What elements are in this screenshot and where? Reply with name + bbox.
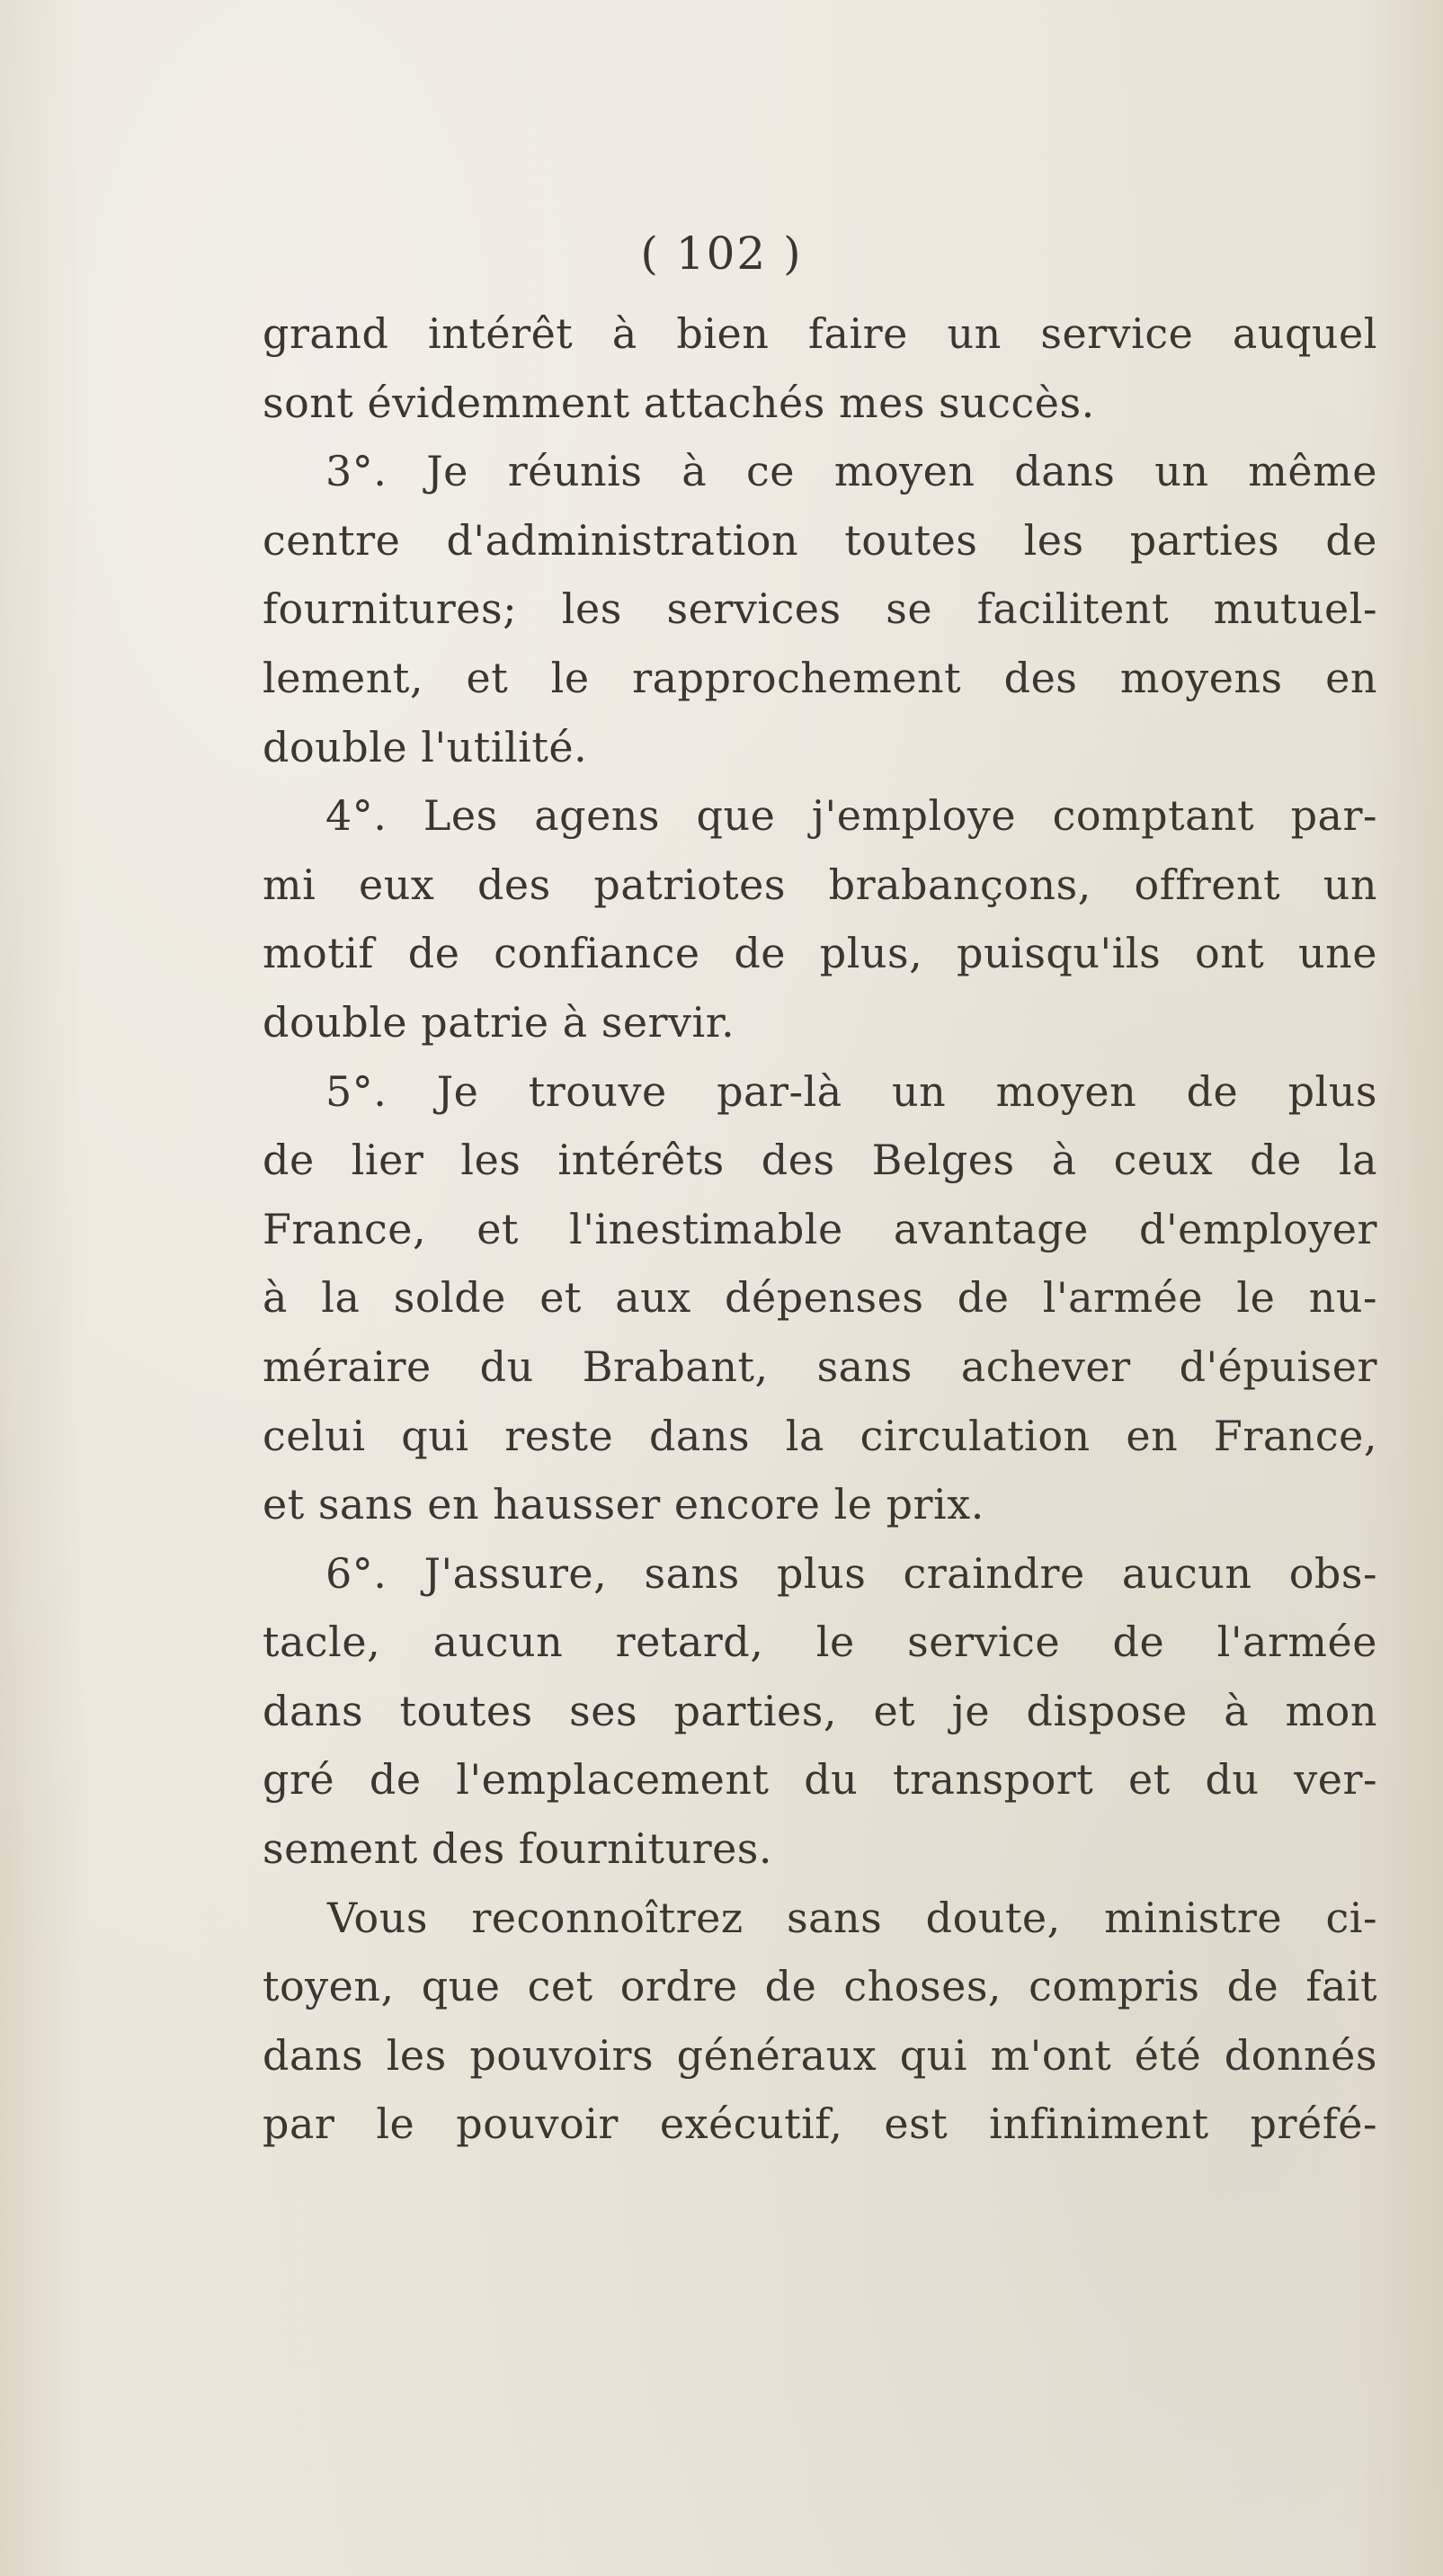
text-line: dans les pouvoirs généraux qui m'ont été donnés [263,2030,1377,2080]
text-line: tacle, aucun retard, le service de l'armée [263,1618,1377,1667]
text-line: lement, et le rapprochement des moyens en [263,653,1377,702]
text-line: centre d'administration toutes les parties de [263,515,1377,565]
text-line: fournitures; les services se facilitent mutuel- [263,584,1377,634]
text-line: sement des fournitures. [263,1824,773,1874]
text-line: mi eux des patriotes brabançons, offrent un [263,860,1377,909]
page-number-header: ( 102 ) [640,227,803,280]
text-line: dans toutes ses parties, et je dispose à mon [263,1686,1377,1735]
body-text [263,299,1377,2159]
text-line: celui qui reste dans la circulation en France, [263,1411,1377,1460]
text-line: gré de l'emplacement du transport et du ver- [263,1755,1377,1805]
text-line: double l'utilité. [263,722,588,771]
text-line: par le pouvoir exécutif, est infiniment préfé- [263,2099,1377,2149]
text-line: grand intérêt à bien faire un service auquel [263,309,1377,358]
text-line: double patrie à servir. [263,997,735,1047]
text-line: et sans en hausser encore le prix. [263,1480,984,1529]
text-line: France, et l'inestimable avantage d'employer [263,1204,1377,1253]
text-line: Vous reconnoîtrez sans doute, ministre ci- [327,1893,1377,1942]
text-line: 5°. Je trouve par-là un moyen de plus [325,1066,1377,1116]
text-line: 3°. Je réunis à ce moyen dans un même [325,447,1377,496]
text-line: 6°. J'assure, sans plus craindre aucun obs- [325,1548,1377,1598]
text-line: motif de confiance de plus, puisqu'ils ont une [263,929,1377,978]
text-line: méraire du Brabant, sans achever d'épuiser [263,1341,1377,1391]
text-line: sont évidemment attachés mes succès. [263,378,1095,427]
text-line: à la solde et aux dépenses de l'armée le nu- [263,1273,1377,1323]
text-line: toyen, que cet ordre de choses, compris de fait [263,1962,1377,2011]
text-line: 4°. Les agens que j'employe comptant par- [325,791,1377,841]
text-line: de lier les intérêts des Belges à ceux de la [263,1136,1377,1185]
